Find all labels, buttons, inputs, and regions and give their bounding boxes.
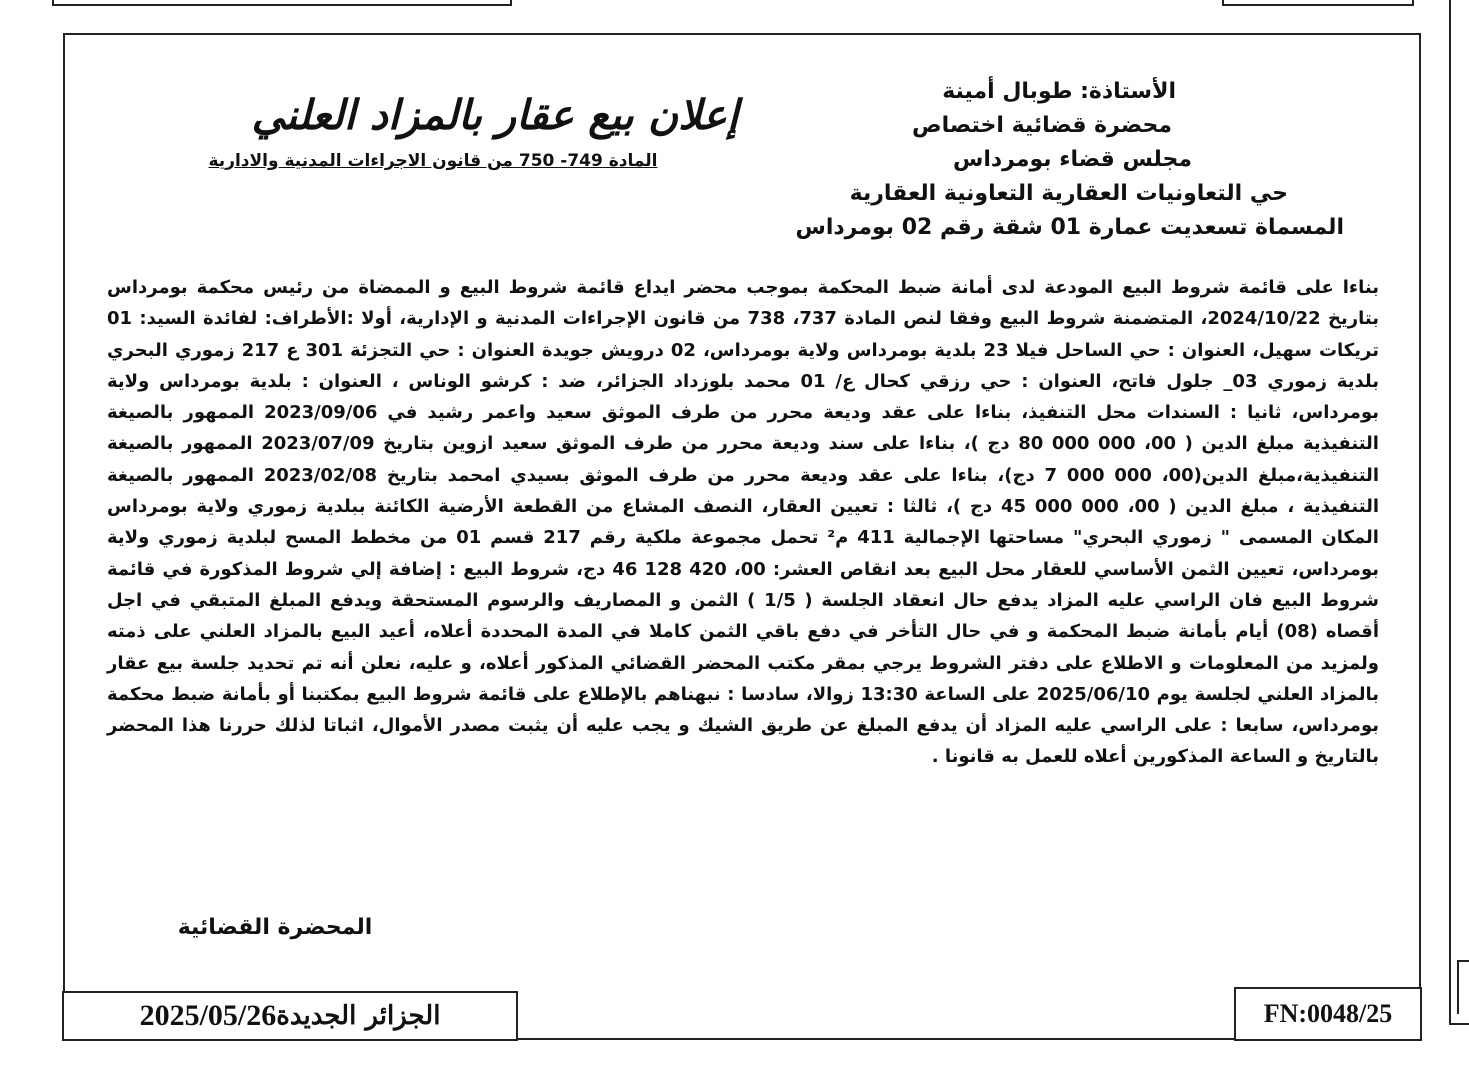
- top-right-frame-fragment: [1222, 0, 1414, 6]
- right-column-rule: [1449, 0, 1451, 1025]
- bailiff-jurisdiction: مجلس قضاء بومرداس: [952, 147, 1192, 172]
- bailiff-title: محضرة قضائية اختصاص: [912, 113, 1172, 138]
- right-column-tick: [1449, 1023, 1469, 1025]
- legal-reference-text: المادة 749- 750 من قانون الاجراءات المدنية والادارية: [208, 151, 658, 171]
- publication-stamp: [62, 991, 518, 1041]
- file-reference: FN:0048/25: [1234, 987, 1422, 1041]
- publication-date: 2025/05/26: [139, 999, 277, 1032]
- legal-reference-subtitle: [163, 147, 703, 175]
- announcement-body-text: بناءا على قائمة شروط البيع المودعة لدى أمانة ضبط المحكمة بموجب محضر ايداع قائمة شروط البيع و الممضاة من رئيس محكمة بومرداس بتاريخ 2024/10/22، المتضمنة شروط البيع وفقا لنص المادة 737، 738 من قانون الإجراءات المدنية و الإدارية، أولا :الأطراف: لفائدة السيد: 01 تريكات سهيل، العنوان : حي الساحل فيلا 23 بلدية بومرداس ولاية بومرداس، 02 درويش جويدة العنوان : حي التجزئة 301 ع 217 زموري البحري بلدية زموري 03_ جلول فاتح، العنوان : حي رزقي كحال ع/ 01 محمد بلوزداد الجزائر، ضد : كرشو الوناس ، العنوان : بلدية بومرداس ولاية بومرداس، ثانيا : السندات محل التنفيذ، بناءا على عقد وديعة محرر من طرف الموثق سعيد واعمر رشيد في 2023/09/06 الممهور بالصيغة التنفيذية مبلغ الدين ( 00، 000 000 80 دج )، بناءا على سند وديعة محرر من طرف الموثق سعيد ازوين بتاريخ 2023/07/09 الممهور بالصيغة التنفيذية،مبلغ الدين(00، 000 000 7 دج)، بناءا على عقد وديعة محرر من طرف الموثق بسيدي امحمد بتاريخ 2023/02/08 الممهور بالصيغة التنفيذية ، مبلغ الدين ( 00، 000 000 45 دج )، ثالثا : تعيين العقار، النصف المشاع من القطعة الأرضية الكائنة ببلدية زموري ولاية بومرداس المكان المسمى " زموري البحري" مساحتها الإجمالية 411 م² تحمل مجموعة ملكية رقم 217 قسم 01 من مخطط المسح لبلدية زموري ولاية بومرداس، تعيين الثمن الأساسي للعقار محل البيع بعد انقاص العشر: 00، 420 128 46 دج، شروط البيع : إضافة إلي شروط المذكورة في قائمة شروط البيع فان الراسي عليه المزاد يدفع حال انعقاد الجلسة ( 1/5 ) الثمن و المصاريف والرسوم المستحقة ويدفع المبلغ المتبقي في اجل أقصاه (08) أيام بأمانة ضبط المحكمة و في حال التأخر في دفع باقي الثمن كاملا في المدة المحددة أعلاه، أعيد البيع بالمزاد العلني على ذمته ولمزيد من المعلومات و الاطلاع على دفتر الشروط يرجي بمقر مكتب المحضر القضائي المذكور أعلاه، و عليه، نعلن أنه تم تحديد جلسة بيع عقار بالمزاد العلني لجلسة يوم 2025/06/10 على الساعة 13:30 زوالا، سادسا : نبهناهم بالإطلاع على قائمة شروط البيع بمكتبنا أو بأمانة ضبط محكمة بومرداس، سابعا : على الراسي عليه المزاد أن يدفع المبلغ عن طريق الشيك و يجب عليه أن يثبت مصدر الأموال، اثباتا لذلك حررنا هذا المحضر بالتاريخ و الساعة المذكورين أعلاه للعمل به قانونا .: [107, 277, 1380, 768]
- bailiff-address-line-1: حي التعاونيات العقارية التعاونية العقارية: [849, 181, 1288, 206]
- announcement-frame: [63, 33, 1421, 1040]
- right-edge-corner-mark: [1457, 960, 1469, 1014]
- signature-line: المحضرة القضائية: [177, 915, 373, 940]
- announcement-title: إعلان بيع عقار بالمزاد العلني: [251, 91, 739, 139]
- bailiff-name: الأستاذة: طوبال أمينة: [942, 79, 1176, 104]
- bailiff-address-line-2: المسماة تسعديت عمارة 01 شقة رقم 02 بومرداس: [795, 215, 1344, 240]
- newspaper-name: الجزائر الجديدة: [276, 1001, 441, 1031]
- top-left-frame-fragment: [52, 0, 512, 6]
